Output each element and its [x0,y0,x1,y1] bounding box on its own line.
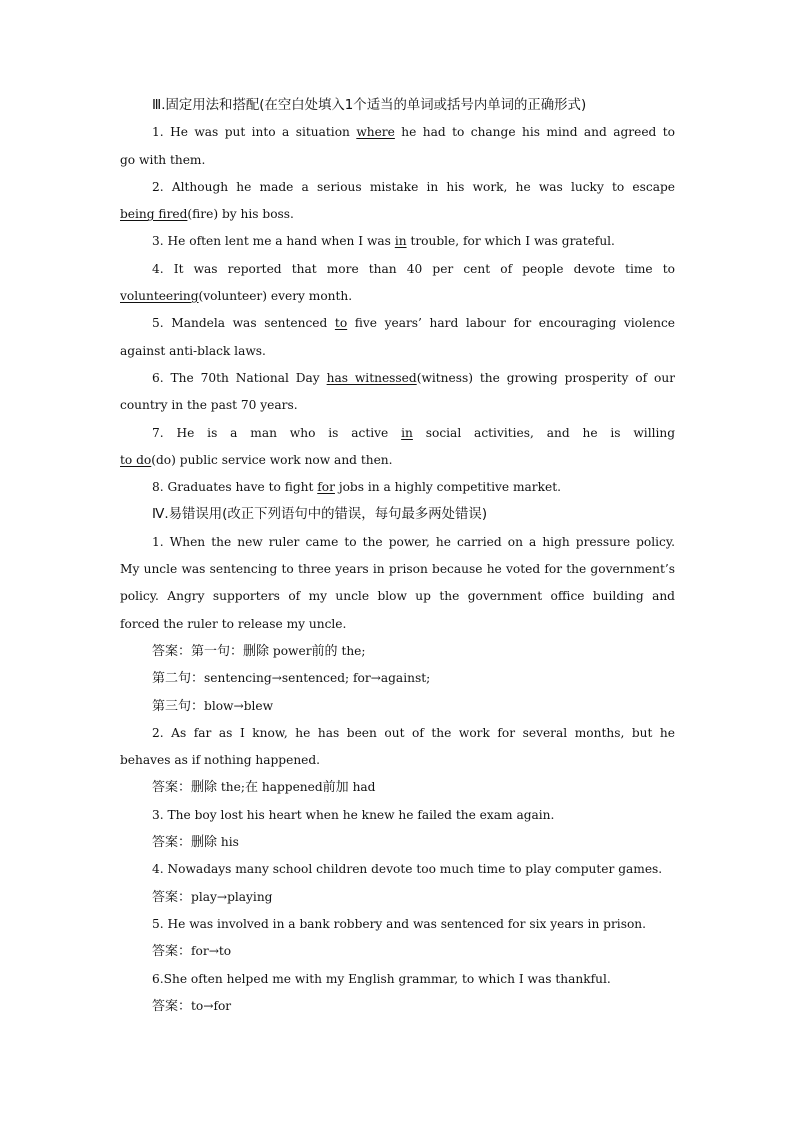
document-page [120,92,675,1020]
q6-line: 6.She often helped me with my English grammar, to which I was thankful. [152,971,611,986]
item-6-line-1: 6. The 70th National Day has witnessed(witness) the growing prosperity of our [152,370,675,385]
item-2-line-1: 2. Although he made a serious mistake in his work, he was lucky to escape [152,179,675,194]
q1-line-2: My uncle was sentencing to three years in prison because he voted for the government’s [120,562,675,577]
answer-blank: in [394,234,407,249]
answer-blank: volunteering [120,289,199,304]
item-7-line-2: to do(do) public service work now and then. [120,452,393,467]
section3-heading: Ⅲ.固定用法和搭配(在空白处填入1个适当的单词或括号内单词的正确形式) [152,98,587,113]
q2-line-1: 2. As far as I know, he has been out of the work for several months, but he [152,725,675,740]
answer-blank: where [356,125,395,140]
q1-line-4: forced the ruler to release my uncle. [120,616,347,631]
item-1-line-1: 1. He was put into a situation where he had to change his mind and agreed to [152,125,675,140]
q3-line: 3. The boy lost his heart when he knew he failed the exam again. [152,807,555,822]
q4-answer: 答案：play→playing [152,889,273,905]
item-5-line-1: 5. Mandela was sentenced to five years’ hard labour for encouraging violence [152,316,675,331]
section4-heading: Ⅳ.易错误用(改正下列语句中的错误，每句最多两处错误) [152,507,488,523]
item-8-line-1: 8. Graduates have to fight for jobs in a highly competitive market. [152,480,561,495]
q2-line-2: behaves as if nothing happened. [120,753,321,768]
q1-line-3: policy. Angry supporters of my uncle blow up the government office building and [120,589,675,604]
answer-blank: in [401,425,413,440]
answer-blank: to do [120,452,152,467]
item-6-line-2: country in the past 70 years. [120,398,298,413]
answer-blank: has witnessed [326,370,417,385]
q6-answer: 答案：to→for [152,998,232,1014]
q2-answer: 答案：删除 the;在 happened前加 had [152,780,376,796]
q3-answer: 答案：删除 his [152,835,239,851]
q5-answer: 答案：for→to [152,944,232,960]
answer-blank: being fired [120,207,188,222]
item-2-line-2: being fired(fire) by his boss. [120,207,294,222]
answer-blank: for [317,480,335,495]
q4-line: 4. Nowadays many school children devote too much time to play computer games. [152,862,663,877]
q1-answer-3: 第三句：blow→blew [152,698,274,714]
q1-line-1: 1. When the new ruler came to the power, he carried on a high pressure policy. [152,534,675,549]
item-1-line-2: go with them. [120,152,206,167]
item-3-line-1: 3. He often lent me a hand when I was in trouble, for which I was grateful. [152,234,615,249]
item-4-line-1: 4. It was reported that more than 40 per cent of people devote time to [152,261,675,276]
q5-line: 5. He was involved in a bank robbery and was sentenced for six years in prison. [152,916,647,931]
q1-answer-2: 第二句：sentencing→sentenced; for→against; [152,671,431,687]
item-4-line-2: volunteering(volunteer) every month. [120,289,353,304]
item-5-line-2: against anti-black laws. [120,343,266,358]
q1-answer-1: 答案：第一句：删除 power前的 the; [152,643,366,659]
answer-blank: to [334,316,348,331]
item-7-line-1: 7. He is a man who is active in social activities, and he is willing [152,425,675,440]
